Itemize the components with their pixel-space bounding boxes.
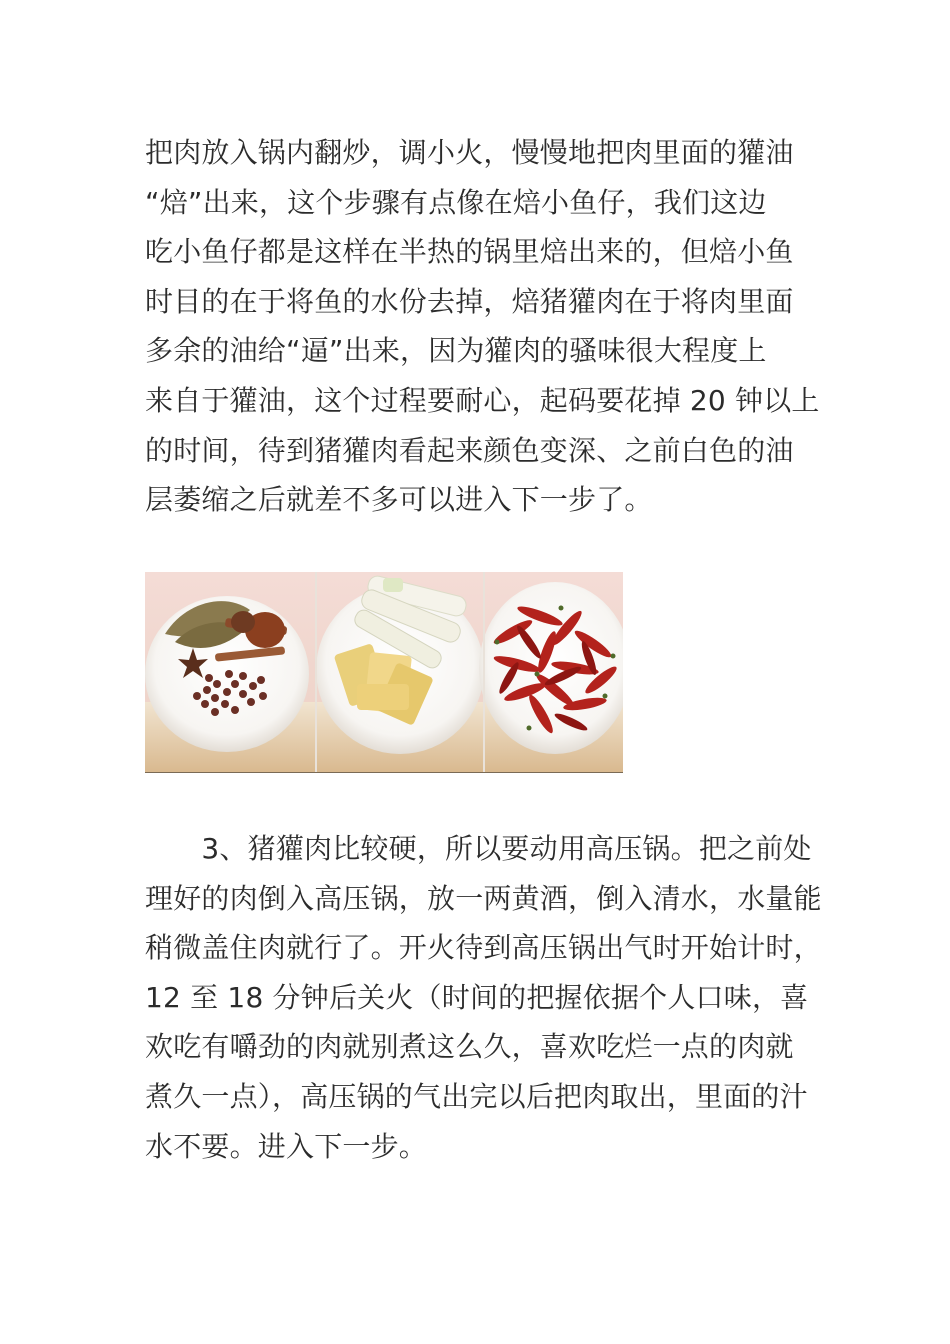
text-line: 把肉放入锅内翻炒，调小火，慢慢地把肉里面的獾油	[145, 136, 794, 169]
text-line: 煮久一点），高压锅的气出完以后把肉取出，里面的汁	[145, 1079, 808, 1113]
text-line: “焙”出来，这个步骤有点像在焙小鱼仔，我们这边	[145, 185, 767, 219]
text-line: 的时间，待到猪獾肉看起来颜色变深、之前白色的油	[145, 433, 794, 467]
text-line: 欢吃有嚼劲的肉就别煮这么久，喜欢吃烂一点的肉就	[145, 1030, 794, 1064]
text-line: 吃小鱼仔都是这样在半热的锅里焙出来的，但焙小鱼	[145, 235, 794, 269]
text-line: 时目的在于将鱼的水份去掉，焙猪獾肉在于将肉里面	[145, 284, 794, 318]
text-line: 层萎缩之后就差不多可以进入下一步了。	[145, 483, 653, 517]
text-line: 稍微盖住肉就行了。开火待到高压锅出气时开始计时，	[145, 931, 822, 965]
text-line: 3、猪獾肉比较硬，所以要动用高压锅。把之前处	[145, 832, 812, 865]
text-line: 多余的油给“逼”出来，因为獾肉的骚味很大程度上	[145, 334, 767, 368]
text-line: 12 至 18 分钟后关火（时间的把握依据个人口味，喜	[145, 980, 809, 1014]
dried-chili-plate-photo	[479, 572, 623, 772]
paragraph-step-pressure-cooker	[145, 824, 822, 1171]
spices-plate-photo	[145, 572, 315, 772]
ginger-scallion-plate-photo	[316, 572, 484, 772]
paragraph-step-render-fat	[145, 128, 820, 525]
text-line: 水不要。进入下一步。	[145, 1129, 428, 1163]
text-line: 理好的肉倒入高压锅，放一两黄酒，倒入清水，水量能	[145, 881, 822, 915]
ingredients-photo-strip	[145, 572, 623, 773]
text-line: 来自于獾油，这个过程要耐心，起码要花掉 20 钟以上	[145, 383, 820, 417]
